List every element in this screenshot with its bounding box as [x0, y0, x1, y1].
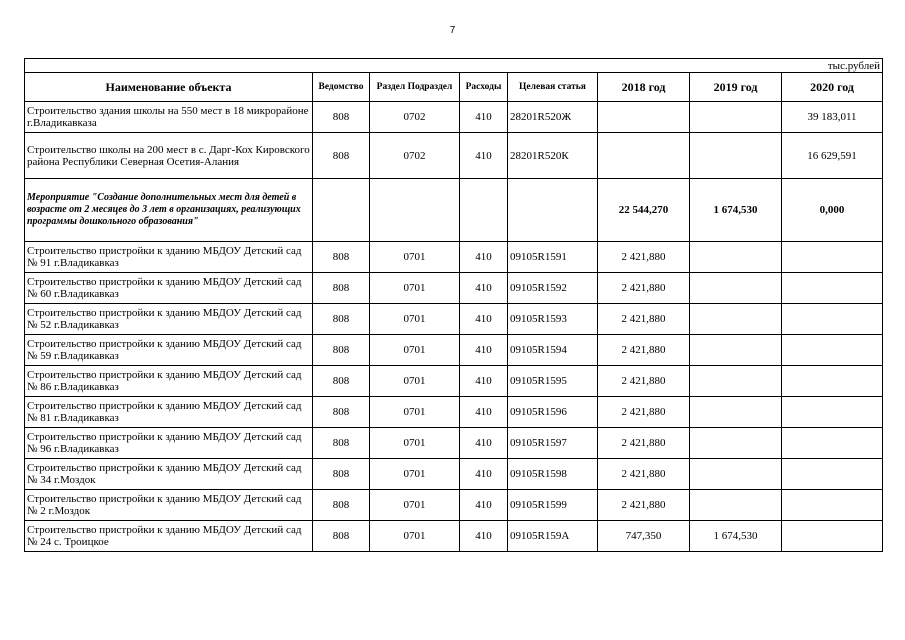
article-cell: 09105R1598: [508, 459, 598, 490]
y2019-cell: [690, 397, 782, 428]
y2020-cell: 16 629,591: [782, 133, 883, 179]
y2020-cell: [782, 242, 883, 273]
article-cell: 09105R1592: [508, 273, 598, 304]
y2019-cell: [690, 133, 782, 179]
page-number: 7: [449, 25, 456, 36]
dept-cell: 808: [313, 242, 370, 273]
section-cell: 0701: [370, 242, 460, 273]
header-row: [25, 73, 883, 102]
section-cell: 0701: [370, 521, 460, 552]
y2020-cell: 39 183,011: [782, 102, 883, 133]
y2020-cell: [782, 273, 883, 304]
y2018-cell: 2 421,880: [598, 335, 690, 366]
article-cell: 28201R520Ж: [508, 102, 598, 133]
expenses-cell: 410: [460, 273, 508, 304]
object-name: Строительство пристройки к зданию МБДОУ Детский сад № 86 г.Владикавказ: [25, 366, 313, 397]
section-cell: 0702: [370, 133, 460, 179]
y2019-cell: [690, 459, 782, 490]
y2020-cell: [782, 335, 883, 366]
unit-label: тыс.рублей: [25, 59, 883, 73]
y2020-cell: [782, 459, 883, 490]
y2018-cell: [598, 102, 690, 133]
header-article: Целевая статья: [508, 73, 598, 102]
expenses-cell: [460, 179, 508, 242]
expenses-cell: 410: [460, 335, 508, 366]
expenses-cell: 410: [460, 242, 508, 273]
y2018-cell: 2 421,880: [598, 428, 690, 459]
dept-cell: 808: [313, 273, 370, 304]
expenses-cell: 410: [460, 521, 508, 552]
section-cell: 0701: [370, 490, 460, 521]
y2018-cell: 2 421,880: [598, 273, 690, 304]
article-cell: 28201R520К: [508, 133, 598, 179]
object-name: Строительство пристройки к зданию МБДОУ Детский сад № 52 г.Владикавказ: [25, 304, 313, 335]
y2018-cell: 2 421,880: [598, 304, 690, 335]
y2019-cell: 1 674,530: [690, 521, 782, 552]
article-cell: 09105R1594: [508, 335, 598, 366]
header-2020: 2020 год: [782, 73, 883, 102]
object-name: Строительство пристройки к зданию МБДОУ Детский сад № 24 с. Троицкое: [25, 521, 313, 552]
table-row: [25, 304, 883, 335]
dept-cell: 808: [313, 490, 370, 521]
section-cell: 0701: [370, 366, 460, 397]
y2020-cell: [782, 304, 883, 335]
object-name: Строительство школы на 200 мест в с. Дарг-Кох Кировского района Республики Северная Осетия-Алания: [25, 133, 313, 179]
section-cell: 0701: [370, 335, 460, 366]
expenses-cell: 410: [460, 102, 508, 133]
y2020-cell: [782, 490, 883, 521]
dept-cell: 808: [313, 133, 370, 179]
table-row: [25, 335, 883, 366]
y2018-cell: 747,350: [598, 521, 690, 552]
y2019-cell: [690, 242, 782, 273]
object-name: Строительство пристройки к зданию МБДОУ Детский сад № 60 г.Владикавказ: [25, 273, 313, 304]
object-name: Строительство пристройки к зданию МБДОУ Детский сад № 59 г.Владикавказ: [25, 335, 313, 366]
section-cell: 0701: [370, 397, 460, 428]
y2020-cell: [782, 366, 883, 397]
y2019-total: 1 674,530: [690, 179, 782, 242]
expenses-cell: 410: [460, 459, 508, 490]
expenses-cell: 410: [460, 397, 508, 428]
dept-cell: 808: [313, 335, 370, 366]
table-row: [25, 521, 883, 552]
section-cell: [370, 179, 460, 242]
table-row: [25, 242, 883, 273]
event-row: [25, 179, 883, 242]
y2019-cell: [690, 366, 782, 397]
event-name: Мероприятие "Создание дополнительных мест для детей в возрасте от 2 месяцев до 3 лет в организациях, реализующих программы дошкольного образования": [25, 179, 313, 242]
y2020-cell: [782, 428, 883, 459]
object-name: Строительство пристройки к зданию МБДОУ Детский сад № 91 г.Владикавказ: [25, 242, 313, 273]
object-name: Строительство пристройки к зданию МБДОУ Детский сад № 96 г.Владикавказ: [25, 428, 313, 459]
dept-cell: [313, 179, 370, 242]
y2018-total: 22 544,270: [598, 179, 690, 242]
article-cell: 09105R1591: [508, 242, 598, 273]
article-cell: 09105R1599: [508, 490, 598, 521]
table-row: [25, 366, 883, 397]
y2018-cell: 2 421,880: [598, 242, 690, 273]
unit-row: [25, 59, 883, 73]
table-row: [25, 428, 883, 459]
y2019-cell: [690, 335, 782, 366]
table-row: [25, 133, 883, 179]
header-2018: 2018 год: [598, 73, 690, 102]
table-row: [25, 490, 883, 521]
y2019-cell: [690, 490, 782, 521]
section-cell: 0701: [370, 273, 460, 304]
y2019-cell: [690, 273, 782, 304]
y2019-cell: [690, 304, 782, 335]
article-cell: 09105R1595: [508, 366, 598, 397]
expenses-cell: 410: [460, 428, 508, 459]
dept-cell: 808: [313, 428, 370, 459]
y2019-cell: [690, 428, 782, 459]
header-2019: 2019 год: [690, 73, 782, 102]
expenses-cell: 410: [460, 133, 508, 179]
header-section: Раздел Подраздел: [370, 73, 460, 102]
article-cell: [508, 179, 598, 242]
article-cell: 09105R1593: [508, 304, 598, 335]
section-cell: 0701: [370, 304, 460, 335]
header-expenses: Расходы: [460, 73, 508, 102]
table-row: [25, 397, 883, 428]
header-dept: Ведомство: [313, 73, 370, 102]
object-name: Строительство пристройки к зданию МБДОУ Детский сад № 81 г.Владикавказ: [25, 397, 313, 428]
object-name: Строительство пристройки к зданию МБДОУ Детский сад № 2 г.Моздок: [25, 490, 313, 521]
y2018-cell: 2 421,880: [598, 459, 690, 490]
object-name: Строительство здания школы на 550 мест в 18 микрорайоне г.Владикавказа: [25, 102, 313, 133]
budget-table: [24, 58, 883, 552]
dept-cell: 808: [313, 304, 370, 335]
y2020-cell: [782, 521, 883, 552]
y2019-cell: [690, 102, 782, 133]
y2018-cell: [598, 133, 690, 179]
article-cell: 09105R1596: [508, 397, 598, 428]
object-name: Строительство пристройки к зданию МБДОУ Детский сад № 34 г.Моздок: [25, 459, 313, 490]
section-cell: 0701: [370, 428, 460, 459]
article-cell: 09105R1597: [508, 428, 598, 459]
y2018-cell: 2 421,880: [598, 490, 690, 521]
table-row: [25, 459, 883, 490]
y2018-cell: 2 421,880: [598, 397, 690, 428]
dept-cell: 808: [313, 521, 370, 552]
dept-cell: 808: [313, 366, 370, 397]
y2020-cell: [782, 397, 883, 428]
article-cell: 09105R159А: [508, 521, 598, 552]
y2018-cell: 2 421,880: [598, 366, 690, 397]
section-cell: 0702: [370, 102, 460, 133]
expenses-cell: 410: [460, 366, 508, 397]
table-row: [25, 273, 883, 304]
dept-cell: 808: [313, 102, 370, 133]
section-cell: 0701: [370, 459, 460, 490]
table-row: [25, 102, 883, 133]
expenses-cell: 410: [460, 304, 508, 335]
expenses-cell: 410: [460, 490, 508, 521]
header-name: Наименование объекта: [25, 73, 313, 102]
dept-cell: 808: [313, 397, 370, 428]
y2020-total: 0,000: [782, 179, 883, 242]
dept-cell: 808: [313, 459, 370, 490]
